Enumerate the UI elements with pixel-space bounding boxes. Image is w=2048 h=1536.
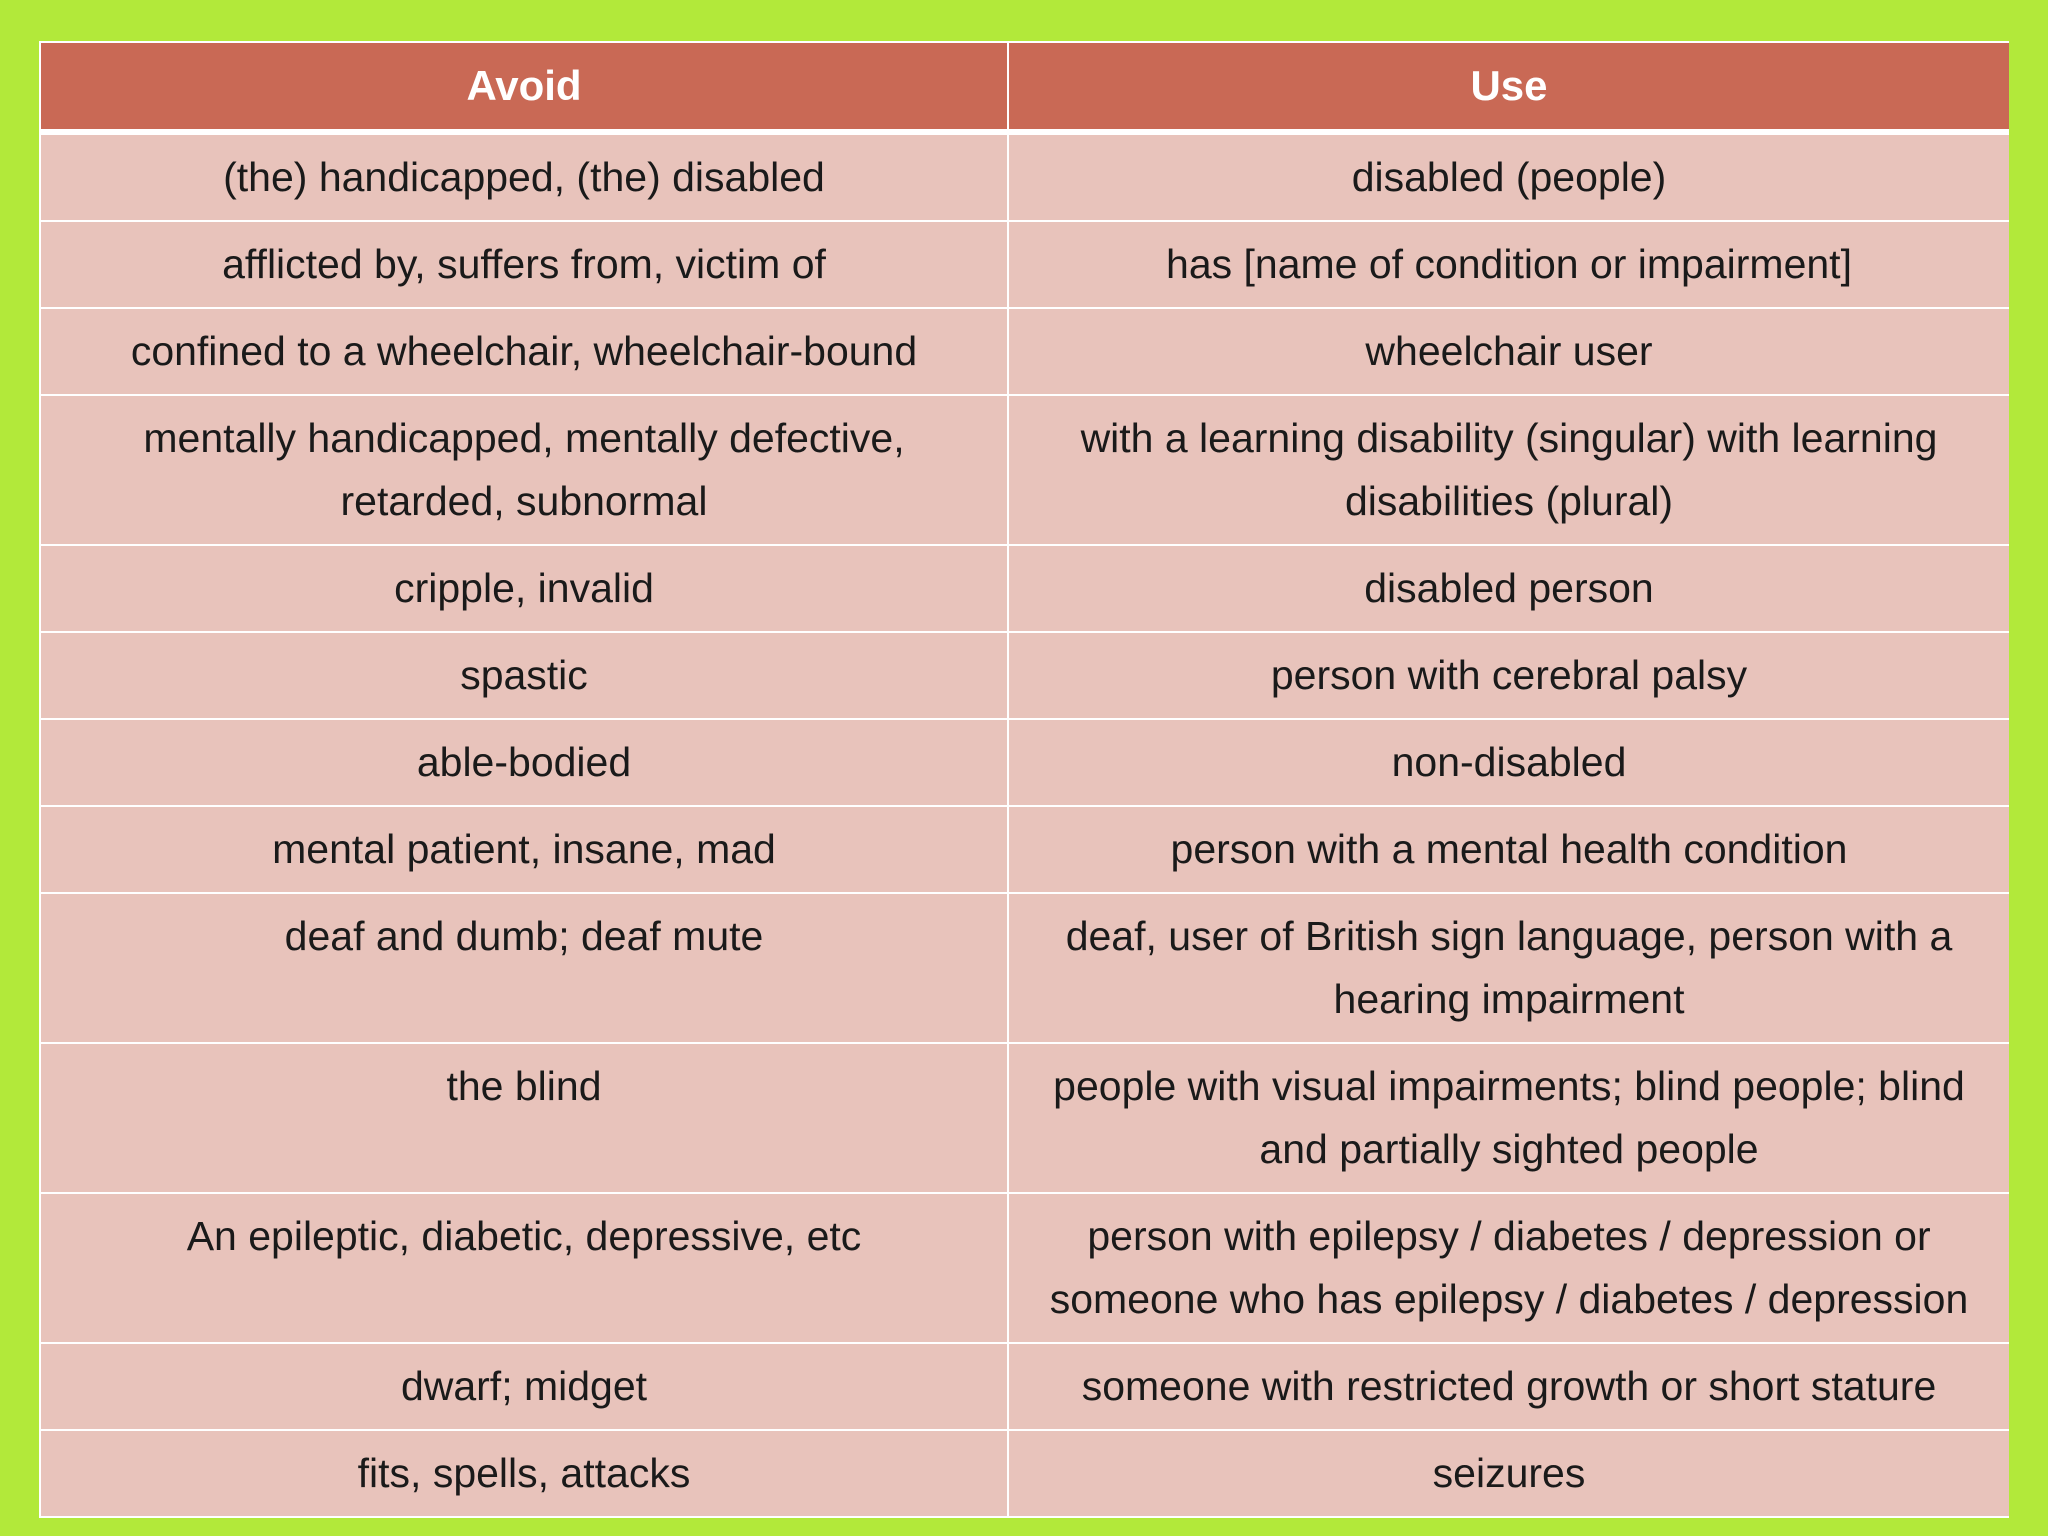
table-row xyxy=(40,132,2009,221)
avoid-cell: mental patient, insane, mad xyxy=(40,806,1008,893)
avoid-cell: (the) handicapped, (the) disabled xyxy=(40,132,1008,221)
avoid-cell: deaf and dumb; deaf mute xyxy=(40,893,1008,1043)
header-avoid: Avoid xyxy=(40,42,1008,132)
table-row xyxy=(40,719,2009,806)
use-cell: wheelchair user xyxy=(1008,308,2009,395)
use-cell: disabled person xyxy=(1008,545,2009,632)
use-cell: disabled (people) xyxy=(1008,132,2009,221)
table-row xyxy=(40,1343,2009,1430)
avoid-cell: fits, spells, attacks xyxy=(40,1430,1008,1517)
avoid-cell: able-bodied xyxy=(40,719,1008,806)
table-row xyxy=(40,221,2009,308)
table-header xyxy=(40,42,2009,132)
use-cell: non-disabled xyxy=(1008,719,2009,806)
table-row xyxy=(40,395,2009,545)
table-row xyxy=(40,632,2009,719)
use-cell: deaf, user of British sign language, person with a hearing impairment xyxy=(1008,893,2009,1043)
table-row xyxy=(40,545,2009,632)
table-row xyxy=(40,893,2009,1043)
table-body xyxy=(40,132,2009,1517)
avoid-cell: the blind xyxy=(40,1043,1008,1193)
terminology-table xyxy=(39,41,2009,1518)
avoid-cell: cripple, invalid xyxy=(40,545,1008,632)
table-row xyxy=(40,806,2009,893)
use-cell: with a learning disability (singular) with learning disabilities (plural) xyxy=(1008,395,2009,545)
header-row xyxy=(40,42,2009,132)
table-row xyxy=(40,1043,2009,1193)
table-row xyxy=(40,1193,2009,1343)
use-cell: has [name of condition or impairment] xyxy=(1008,221,2009,308)
use-cell: person with a mental health condition xyxy=(1008,806,2009,893)
avoid-cell: confined to a wheelchair, wheelchair-bound xyxy=(40,308,1008,395)
table-row xyxy=(40,308,2009,395)
avoid-cell: mentally handicapped, mentally defective, retarded, subnormal xyxy=(40,395,1008,545)
use-cell: person with cerebral palsy xyxy=(1008,632,2009,719)
avoid-cell: afflicted by, suffers from, victim of xyxy=(40,221,1008,308)
avoid-cell: dwarf; midget xyxy=(40,1343,1008,1430)
use-cell: someone with restricted growth or short stature xyxy=(1008,1343,2009,1430)
header-use: Use xyxy=(1008,42,2009,132)
use-cell: seizures xyxy=(1008,1430,2009,1517)
use-cell: people with visual impairments; blind people; blind and partially sighted people xyxy=(1008,1043,2009,1193)
avoid-cell: An epileptic, diabetic, depressive, etc xyxy=(40,1193,1008,1343)
table-row xyxy=(40,1430,2009,1517)
terminology-table-frame xyxy=(39,41,2009,1536)
use-cell: person with epilepsy / diabetes / depression or someone who has epilepsy / diabetes / depression xyxy=(1008,1193,2009,1343)
avoid-cell: spastic xyxy=(40,632,1008,719)
